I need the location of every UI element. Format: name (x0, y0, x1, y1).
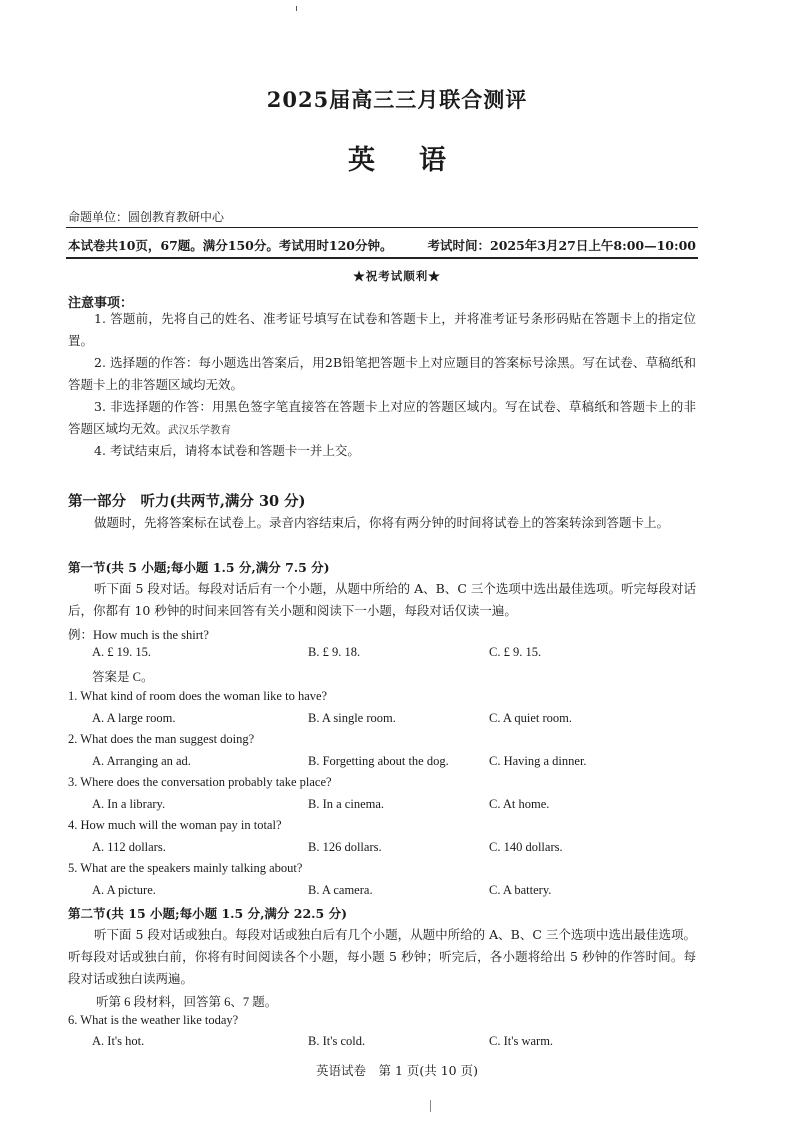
q5-option-c: C. A battery. (489, 883, 552, 897)
section1-heading: 第一节(共 5 小题;每小题 1.5 分,满分 7.5 分) (68, 560, 330, 575)
q2-option-a: A. Arranging an ad. (92, 754, 191, 768)
q5-option-a: A. A picture. (92, 883, 156, 897)
question-5: 5. What are the speakers mainly talking about? (68, 861, 303, 875)
example-option-b: B. £ 9. 18. (308, 645, 361, 659)
example-question: 例：How much is the shirt? (68, 628, 209, 642)
header-rule-bottom (66, 257, 698, 259)
part1-heading: 第一部分 听力(共两节,满分 30 分) (68, 493, 306, 510)
watermark-text: 武汉乐学教育 (168, 424, 232, 436)
q4-option-b: B. 126 dollars. (308, 840, 382, 854)
note-item-3 (68, 396, 696, 441)
note-item-2: 2. 选择题的作答：每小题选出答案后，用2B铅笔把答题卡上对应题目的答案标号涂黑。写在试卷、草稿纸和答题卡上的非答题区域均无效。 (68, 355, 696, 392)
q4-option-c: C. 140 dollars. (489, 840, 563, 854)
part1-intro: 做题时，先将答案标在试卷上。录音内容结束后，你将有两分钟的时间将试卷上的答案转涂到答题卡上。 (94, 515, 670, 530)
q1-option-b: B. A single room. (308, 711, 396, 725)
q4-option-a: A. 112 dollars. (92, 840, 166, 854)
q5-option-b: B. A camera. (308, 883, 373, 897)
note-item-1: 1. 答题前，先将自己的姓名、准考证号填写在试卷和答题卡上，并将准考证号条形码贴在答题卡上的指定位置。 (68, 311, 696, 348)
note-item-3-text: 3. 非选择题的作答：用黑色签字笔直接答在答题卡上对应的答题区域内。写在试卷、草稿纸和答题卡上的非答题区域均无效。 (68, 399, 696, 436)
exam-time: 考试时间：2025年3月27日上午8:00—10:00 (427, 238, 696, 253)
q6-option-b: B. It's cold. (308, 1034, 366, 1048)
q2-option-b: B. Forgetting about the dog. (308, 754, 449, 768)
section1-intro: 听下面 5 段对话。每段对话后有一个小题，从题中所给的 A、B、C 三个选项中选出最佳选项。听完每段对话后，你都有 10 秒钟的时间来回答有关小题和阅读下一小题，每段对话仅读一遍。 (68, 581, 696, 618)
q6-option-a: A. It's hot. (92, 1034, 145, 1048)
notes-heading: 注意事项： (68, 296, 134, 311)
question-3: 3. Where does the conversation probably take place? (68, 775, 332, 789)
q1-option-c: C. A quiet room. (489, 711, 572, 725)
authoring-unit: 命题单位：圆创教育教研中心 (68, 210, 225, 224)
question-2: 2. What does the man suggest doing? (68, 732, 255, 746)
section2-heading: 第二节(共 15 小题;每小题 1.5 分,满分 22.5 分) (68, 906, 347, 921)
note-item-4: 4. 考试结束后，请将本试卷和答题卡一并上交。 (94, 443, 360, 458)
scan-speck (296, 6, 297, 11)
question-4: 4. How much will the woman pay in total? (68, 818, 282, 832)
q3-option-c: C. At home. (489, 797, 550, 811)
example-answer: 答案是 C。 (92, 670, 154, 684)
question-1: 1. What kind of room does the woman like to have? (68, 689, 328, 703)
q2-option-c: C. Having a dinner. (489, 754, 587, 768)
good-luck-banner: ★祝考试顺利★ (353, 269, 441, 283)
section2-intro: 听下面 5 段对话或独白。每段对话或独白后有几个小题，从题中所给的 A、B、C 三个选项中选出最佳选项。听每段对话或独白前，你将有时间阅读各个小题，每小题 5 秒钟；听完后，各小题将给出 5 秒钟的作答时间。每段对话或独白读两遍。 (68, 927, 696, 986)
q1-option-a: A. A large room. (92, 711, 176, 725)
example-option-a: A. £ 19. 15. (92, 645, 152, 659)
q3-option-a: A. In a library. (92, 797, 166, 811)
q3-option-b: B. In a cinema. (308, 797, 385, 811)
q6-option-c: C. It's warm. (489, 1034, 554, 1048)
scan-speck (430, 1100, 431, 1112)
exam-title: 2025届高三三月联合测评 (266, 87, 528, 112)
material-note: 听第 6 段材料，回答第 6、7 题。 (96, 995, 278, 1009)
subject-title: 英语 (348, 145, 490, 176)
exam-summary: 本试卷共10页，67题。满分150分。考试用时120分钟。 (68, 238, 393, 253)
question-6: 6. What is the weather like today? (68, 1013, 239, 1027)
header-rule-top (66, 227, 698, 228)
page-footer: 英语试卷 第 1 页(共 10 页) (315, 1063, 478, 1078)
example-option-c: C. £ 9. 15. (489, 645, 542, 659)
